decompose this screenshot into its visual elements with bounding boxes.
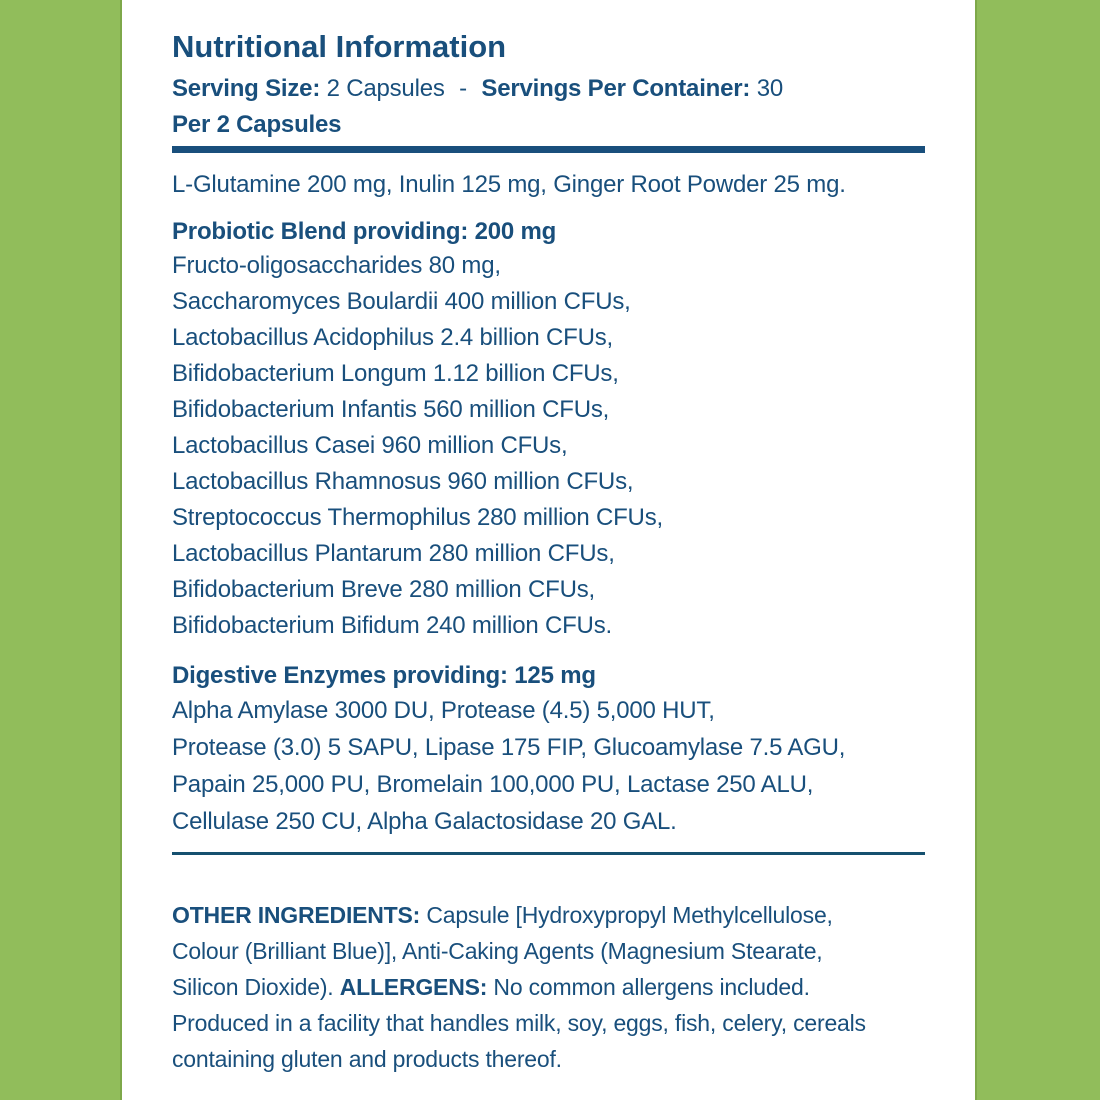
enzyme-line: Protease (3.0) 5 SAPU, Lipase 175 FIP, Glucoamylase 7.5 AGU, (172, 734, 846, 761)
other-ingredients-text: Silicon Dioxide). (172, 974, 334, 1000)
serving-size-value: 2 Capsules (326, 75, 445, 102)
other-ingredients-label: OTHER INGREDIENTS: (172, 902, 421, 928)
servings-per-container-value: 30 (756, 75, 783, 102)
page-title: Nutritional Information (172, 29, 507, 64)
base-ingredients-line: L-Glutamine 200 mg, Inulin 125 mg, Ginger Root Powder 25 mg. (172, 171, 846, 198)
probiotic-item: Bifidobacterium Breve 280 million CFUs, (172, 576, 596, 603)
probiotic-item: Bifidobacterium Infantis 560 million CFUs, (172, 396, 610, 423)
probiotic-item: Lactobacillus Rhamnosus 960 million CFUs, (172, 468, 634, 495)
allergens-text: No common allergens included. (493, 974, 810, 1000)
section-divider-thick (172, 146, 925, 153)
facility-warning-text: Produced in a facility that handles milk, soy, eggs, fish, celery, cereals (172, 1010, 866, 1036)
other-ingredients-text: Colour (Brilliant Blue)], Anti-Caking Agents (Magnesium Stearate, (172, 938, 823, 964)
probiotic-item: Lactobacillus Plantarum 280 million CFUs, (172, 540, 615, 567)
label-panel (122, 0, 975, 1100)
probiotic-item: Bifidobacterium Longum 1.12 billion CFUs, (172, 360, 619, 387)
enzyme-line: Papain 25,000 PU, Bromelain 100,000 PU, Lactase 250 ALU, (172, 771, 814, 798)
other-ingredients-text: Capsule [Hydroxypropyl Methylcellulose, (426, 902, 833, 928)
enzyme-line: Cellulase 250 CU, Alpha Galactosidase 20 GAL. (172, 808, 677, 835)
enzyme-line: Alpha Amylase 3000 DU, Protease (4.5) 5,000 HUT, (172, 697, 715, 724)
probiotic-item: Saccharomyces Boulardii 400 million CFUs, (172, 288, 631, 315)
facility-warning-text: containing gluten and products thereof. (172, 1046, 562, 1072)
servings-per-container-label: Servings Per Container: (481, 75, 751, 102)
allergens-label: ALLERGENS: (339, 974, 488, 1000)
other-ingredients-paragraph (172, 897, 925, 1077)
probiotic-item: Bifidobacterium Bifidum 240 million CFUs. (172, 612, 612, 639)
probiotic-item: Fructo-oligosaccharides 80 mg, (172, 252, 501, 279)
other-ingredients-line (172, 933, 925, 969)
serving-separator: - (459, 75, 467, 102)
facility-warning-line (172, 1041, 925, 1077)
label-content (172, 0, 925, 1077)
other-ingredients-line (172, 897, 925, 933)
probiotic-blend-list (172, 248, 925, 644)
probiotic-blend-heading: Probiotic Blend providing: 200 mg (172, 218, 557, 245)
serving-info (172, 74, 925, 104)
probiotic-item: Lactobacillus Casei 960 million CFUs, (172, 432, 568, 459)
probiotic-item: Streptococcus Thermophilus 280 million CFUs, (172, 504, 663, 531)
facility-warning-line (172, 1005, 925, 1041)
allergens-line (172, 969, 925, 1005)
serving-size-label: Serving Size: (172, 75, 321, 102)
per-serving-label: Per 2 Capsules (172, 111, 342, 138)
digestive-enzymes-heading: Digestive Enzymes providing: 125 mg (172, 662, 596, 689)
section-divider-thin (172, 852, 925, 855)
probiotic-item: Lactobacillus Acidophilus 2.4 billion CFUs, (172, 324, 613, 351)
digestive-enzymes-list (172, 692, 925, 840)
